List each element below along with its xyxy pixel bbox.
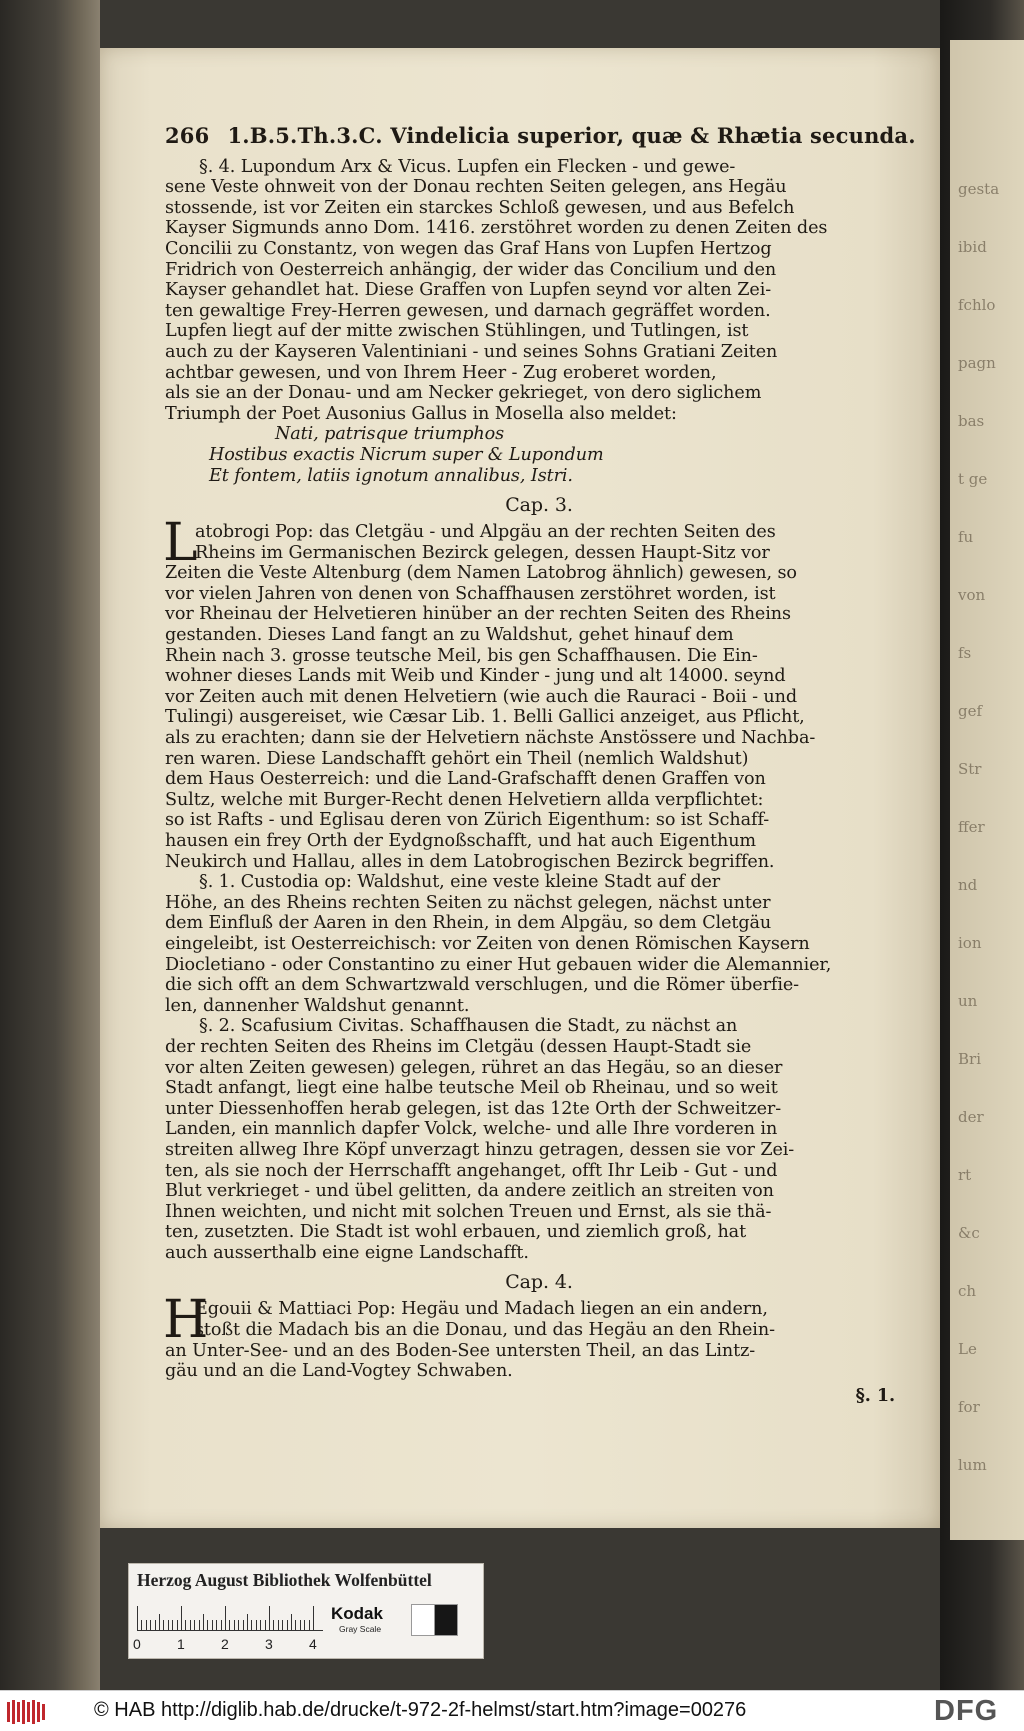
text-line: ten, zusetzten. Die Stadt ist wohl erbauen, und ziemlich groß, hat bbox=[165, 1222, 747, 1243]
text-line: stoßt die Madach bis an die Donau, und das Hegäu an den Rhein- bbox=[195, 1320, 775, 1341]
text-line: Triumph der Poet Ausonius Gallus in Mosella also meldet: bbox=[165, 403, 677, 424]
ruler-tick bbox=[137, 1606, 138, 1630]
text-line: stossende, ist vor Zeiten ein starckes Schloß gewesen, und aus Befelch bbox=[165, 197, 795, 218]
catchword: §. 1. bbox=[855, 1384, 895, 1406]
ruler-tick bbox=[278, 1620, 279, 1630]
ruler-tick bbox=[260, 1620, 261, 1630]
bleed-text: &c bbox=[958, 1224, 980, 1242]
text-line: Nati, patrisque triumphos bbox=[275, 424, 505, 445]
text-line: der rechten Seiten des Rheins im Cletgäu (dessen Haupt-Stadt sie bbox=[165, 1036, 752, 1057]
text-line: an Unter-See- und an des Boden-See untersten Theil, an das Lintz- bbox=[165, 1340, 756, 1361]
ruler-label: 0 bbox=[133, 1636, 141, 1652]
bleed-text: fchlo bbox=[958, 296, 996, 314]
text-line: die sich offt an dem Schwartzwald verschlugen, und die Römer überfie- bbox=[165, 975, 800, 996]
gray-patch-black bbox=[434, 1604, 458, 1636]
ruler-tick bbox=[256, 1620, 257, 1630]
text-line: Sultz, welche mit Burger-Recht denen Helvetiern allda verpflichtet: bbox=[165, 789, 764, 810]
ruler-tick bbox=[229, 1620, 230, 1630]
text-line: §. 1. Custodia op: Waldshut, eine veste kleine Stadt auf der bbox=[199, 872, 721, 893]
chapter-3-intro bbox=[163, 513, 913, 872]
text-line: Neukirch und Hallau, alles in dem Latobrogischen Bezirck begriffen. bbox=[165, 851, 775, 872]
ruler-tick bbox=[163, 1620, 164, 1630]
bleed-text: gef bbox=[958, 702, 983, 720]
ruler-tick bbox=[247, 1614, 248, 1630]
ruler-tick bbox=[207, 1620, 208, 1630]
ruler-tick bbox=[194, 1620, 195, 1630]
section-4-paragraph bbox=[165, 157, 913, 487]
ruler-label: 4 bbox=[309, 1636, 317, 1652]
chapter-3-section-2 bbox=[165, 1016, 913, 1263]
bleed-text: ffer bbox=[958, 818, 985, 836]
bleed-text: Str bbox=[958, 760, 982, 778]
bleed-text: lum bbox=[958, 1456, 987, 1474]
ruler-tick bbox=[300, 1620, 301, 1630]
drop-cap-H: H bbox=[163, 1290, 209, 1351]
ruler-tick bbox=[172, 1620, 173, 1630]
text-line: dem Haus Oesterreich: und die Land-Grafschafft denen Graffen von bbox=[165, 769, 766, 790]
text-line: Stadt anfangt, liegt eine halbe teutsche Meil ob Rheinau, und so weit bbox=[165, 1078, 778, 1099]
hab-logo-icon bbox=[6, 1699, 46, 1725]
bleed-text: ibid bbox=[958, 238, 987, 256]
ruler-tick bbox=[185, 1620, 186, 1630]
text-line: Concilii zu Constantz, von wegen das Graf Hans von Lupfen Hertzog bbox=[165, 238, 772, 259]
ruler-tick bbox=[216, 1620, 217, 1630]
ruler-tick bbox=[177, 1620, 178, 1630]
ruler-tick bbox=[265, 1620, 266, 1630]
text-line: Landen, ein mannlich dapfer Volck, welche- und alle Ihre vorderen in bbox=[165, 1119, 778, 1140]
bleed-text: un bbox=[958, 992, 978, 1010]
ruler-tick bbox=[287, 1620, 288, 1630]
text-line: Kayser gehandlet hat. Diese Graffen von Lupfen seynd vor alten Zei- bbox=[165, 280, 772, 301]
text-line: auch zu der Kayseren Valentiniani - und seines Sohns Gratiani Zeiten bbox=[165, 341, 778, 362]
text-line: Rhein nach 3. grosse teutsche Meil, bis gen Schaffhausen. Die Ein- bbox=[165, 645, 758, 666]
bleed-text: fu bbox=[958, 528, 974, 546]
ruler-tick bbox=[190, 1620, 191, 1630]
text-line: Ihnen weichten, und nicht mit solchen Treuen und Ernst, als sie thä- bbox=[165, 1201, 772, 1222]
text-line: Kayser Sigmunds anno Dom. 1416. zerstöhret worden zu denen Zeiten des bbox=[165, 218, 828, 239]
ruler-tick bbox=[273, 1620, 274, 1630]
text-line: als zu erachten; dann sie der Helvetiern nächste Anstössere und Nachba- bbox=[165, 728, 816, 749]
library-name: Herzog August Bibliothek Wolfenbüttel bbox=[137, 1570, 432, 1590]
bleed-text: bas bbox=[958, 412, 985, 430]
bleed-text: nd bbox=[958, 876, 978, 894]
text-line: Höhe, an des Rheins rechten Seiten zu nächst gelegen, nächst unter bbox=[165, 892, 771, 913]
text-line: dem Einfluß der Aaren in den Rhein, in dem Alpgäu, so dem Cletgäu bbox=[165, 913, 772, 934]
ruler-tick bbox=[251, 1620, 252, 1630]
ruler-tick bbox=[243, 1620, 244, 1630]
ruler-tick bbox=[168, 1620, 169, 1630]
bleed-text: rt bbox=[958, 1166, 972, 1184]
text-line: so ist Rafts - und Eglisau deren von Zürich Eigenthum: so ist Schaff- bbox=[165, 810, 770, 831]
kodak-logo: Kodak bbox=[331, 1604, 383, 1623]
text-line: wohner dieses Lands mit Weib und Kinder - jung und alt 14000. seynd bbox=[165, 666, 786, 687]
bleed-text: von bbox=[958, 586, 986, 604]
ruler-tick bbox=[159, 1614, 160, 1630]
running-title: 1.B.5.Th.3.C. Vindelicia superior, quæ & Rhætia secunda. bbox=[227, 123, 916, 148]
text-line: Hostibus exactis Nicrum super & Lupondum bbox=[209, 444, 604, 465]
bleed-text: Bri bbox=[958, 1050, 981, 1068]
ruler-tick bbox=[199, 1620, 200, 1630]
ruler-tick bbox=[141, 1620, 142, 1630]
source-link[interactable]: © HAB http://diglib.hab.de/drucke/t-972-2f-helmst/start.htm?image=00276 bbox=[94, 1699, 747, 1721]
dfg-logo: DFG bbox=[934, 1695, 999, 1727]
bleed-text: for bbox=[958, 1398, 980, 1416]
ruler-tick bbox=[295, 1620, 296, 1630]
chapter-3-heading: Cap. 3. bbox=[505, 494, 573, 517]
ruler-tick bbox=[313, 1606, 314, 1630]
chapter-4-heading: Cap. 4. bbox=[505, 1271, 573, 1294]
footer-bar bbox=[0, 1690, 1024, 1731]
chapter-4-lines bbox=[165, 1299, 913, 1381]
bleed-text: Le bbox=[958, 1340, 977, 1358]
scale-ruler bbox=[137, 1604, 323, 1631]
text-line: als sie an der Donau- und am Necker gekrieget, von dero siglichem bbox=[165, 383, 762, 404]
gray-patch-white bbox=[411, 1604, 435, 1636]
ruler-tick bbox=[181, 1606, 182, 1630]
text-line: sene Veste ohnweit von der Donau rechten Seiten gelegen, ans Hegäu bbox=[165, 177, 787, 198]
ruler-tick bbox=[155, 1620, 156, 1630]
page-number: 266 bbox=[165, 123, 210, 148]
ruler-tick bbox=[282, 1620, 283, 1630]
drop-cap-L: L bbox=[163, 513, 198, 574]
text-line: auch ausserthalb eine eigne Landschafft. bbox=[165, 1242, 529, 1263]
page-text bbox=[163, 123, 916, 1406]
text-line: ren waren. Diese Landschafft gehört ein Theil (nemlich Waldshut) bbox=[165, 748, 749, 769]
text-line: Tulingi) ausgereiset, wie Cæsar Lib. 1. Belli Gallici anzeiget, aus Pflicht, bbox=[165, 707, 805, 728]
book-edge-left bbox=[0, 0, 100, 1690]
text-line: Fridrich von Oesterreich anhängig, der wider das Concilium und den bbox=[165, 259, 777, 280]
ruler-tick bbox=[291, 1614, 292, 1630]
text-line: Zeiten die Veste Altenburg (dem Namen Latobrog ähnlich) gewesen, so bbox=[165, 563, 797, 584]
ruler-label: 3 bbox=[265, 1636, 273, 1652]
text-line: Egouii & Mattiaci Pop: Hegäu und Madach liegen an ein andern, bbox=[195, 1299, 768, 1320]
text-line: vor Rheinau der Helvetieren hinüber an der rechten Seiten des Rheins bbox=[165, 604, 791, 625]
text-line: ten gewaltige Frey-Herren gewesen, und darnach gegräffet worden. bbox=[165, 300, 771, 321]
text-line: unter Diessenhoffen herab gelegen, ist das 12te Orth der Schweitzer- bbox=[165, 1098, 782, 1119]
text-line: hausen ein frey Orth der Eydgnoßschafft, und hat auch Eigenthum bbox=[165, 831, 757, 851]
ruler-tick bbox=[225, 1606, 226, 1630]
text-line: streiten allweg Ihre Köpf unverzagt hinzu getragen, dessen sie vor Zei- bbox=[165, 1139, 795, 1160]
ruler-tick bbox=[238, 1620, 239, 1630]
text-line: Et fontem, latiis ignotum annalibus, Istri. bbox=[209, 465, 573, 486]
color-target-card bbox=[128, 1563, 484, 1659]
text-line: atobrogi Pop: das Cletgäu - und Alpgäu an der rechten Seiten des bbox=[195, 522, 776, 543]
ruler-tick bbox=[309, 1620, 310, 1630]
ruler-tick bbox=[234, 1620, 235, 1630]
chapter-4-intro bbox=[163, 1290, 913, 1382]
bleed-text: t ge bbox=[958, 470, 988, 488]
gray-scale-label: Gray Scale bbox=[339, 1624, 382, 1634]
ruler-tick bbox=[304, 1620, 305, 1630]
chapter-3-section-1 bbox=[165, 872, 913, 1016]
text-line: vor Zeiten auch mit denen Helvetiern (wie auch die Rauraci - Boii - und bbox=[165, 686, 798, 707]
ruler-tick bbox=[150, 1620, 151, 1630]
text-line: Rheins im Germanischen Bezirck gelegen, dessen Haupt-Sitz vor bbox=[195, 542, 770, 563]
bleed-text: der bbox=[958, 1108, 984, 1126]
ruler-tick bbox=[203, 1614, 204, 1630]
text-line: len, dannenher Waldshut genannt. bbox=[165, 995, 470, 1016]
text-line: vor vielen Jahren von denen von Schaffhausen zerstöhret worden, ist bbox=[165, 583, 776, 604]
text-line: Diocletiano - oder Constantino zu einer Hut gebauen wider die Alemannier, bbox=[165, 954, 832, 975]
text-line: eingeleibt, ist Oesterreichisch: vor Zeiten von denen Römischen Kaysern bbox=[165, 933, 810, 954]
text-line: gestanden. Dieses Land fangt an zu Waldshut, gehet hinauf dem bbox=[165, 625, 734, 646]
text-line: achtbar gewesen, und von Ihrem Heer - Zug eroberet worden, bbox=[165, 362, 717, 383]
text-line: ten, als sie noch der Herrschafft angehanget, offt Ihr Leib - Gut - und bbox=[165, 1160, 778, 1181]
running-header bbox=[165, 123, 916, 148]
ruler-tick bbox=[146, 1620, 147, 1630]
ruler-tick bbox=[269, 1606, 270, 1630]
bleed-text: ch bbox=[958, 1282, 977, 1300]
text-line: Lupfen liegt auf der mitte zwischen Stühlingen, und Tutlingen, ist bbox=[165, 321, 749, 342]
bleed-text: pagn bbox=[958, 354, 996, 372]
bleed-text: fs bbox=[958, 644, 972, 662]
text-line: Blut verkrieget - und übel gelitten, da andere zeitlich an streiten von bbox=[165, 1181, 774, 1202]
ruler-label: 1 bbox=[177, 1636, 185, 1652]
ruler-tick bbox=[212, 1620, 213, 1630]
adjacent-page-bleed bbox=[950, 40, 1024, 1540]
bleed-text: ion bbox=[958, 934, 982, 952]
text-line: §. 2. Scafusium Civitas. Schaffhausen die Stadt, zu nächst an bbox=[199, 1016, 738, 1037]
chapter-3-lines bbox=[165, 522, 913, 872]
text-line: gäu und an die Land-Vogtey Schwaben. bbox=[165, 1361, 513, 1382]
text-line: vor alten Zeiten gewesen) gelegen, rühret an das Hegäu, so an dieser bbox=[165, 1057, 783, 1078]
ruler-tick bbox=[221, 1620, 222, 1630]
text-line: §. 4. Lupondum Arx & Vicus. Lupfen ein Flecken - und gewe- bbox=[199, 156, 736, 177]
ruler-label: 2 bbox=[221, 1636, 229, 1652]
bleed-text: gesta bbox=[958, 180, 1000, 198]
